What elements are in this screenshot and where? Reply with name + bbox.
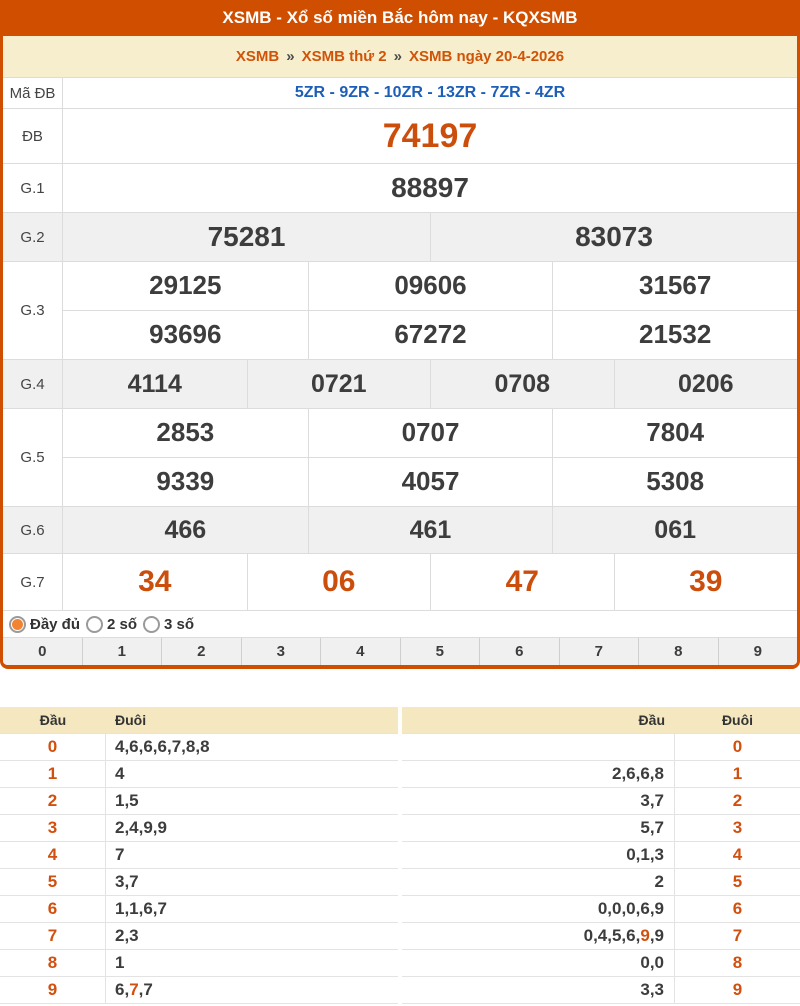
digit-cell-8: 8: [638, 638, 718, 665]
loto-left-row: [0, 869, 398, 896]
loto-head-values: [402, 896, 675, 922]
loto-tail-values: [106, 869, 398, 895]
prize-label-g1: G.1: [3, 164, 63, 212]
filter-option-2-digits[interactable]: [86, 616, 137, 633]
loto-value-segment: 2,4,9,9: [115, 818, 167, 837]
loto-head-digit: 7: [0, 923, 106, 949]
prize-g7-number: 39: [614, 554, 798, 610]
loto-right-row: [402, 977, 800, 1004]
loto-value-segment: 3,3: [640, 980, 664, 999]
loto-head-values: [402, 950, 675, 976]
filter-option-label: Đầy đủ: [30, 615, 81, 633]
loto-tail-digit: 7: [732, 926, 743, 945]
loto-tail-digit: 6: [732, 899, 743, 918]
prize-g3-number: 29125: [63, 262, 308, 311]
prize-label-g2: G.2: [3, 213, 63, 261]
loto-head-digit: 9: [0, 977, 106, 1003]
loto-head-digit: 3: [0, 815, 106, 841]
loto-tail-digit: 1: [732, 764, 743, 783]
prize-g3-number: 31567: [552, 262, 797, 311]
loto-value-segment: ,7: [138, 980, 153, 999]
prize-g2-number: 83073: [430, 213, 797, 261]
column-header-dau: Đầu: [638, 712, 665, 728]
page-title: XSMB - Xổ số miền Bắc hôm nay - KQXSMB: [0, 0, 800, 36]
loto-left-row: [0, 950, 398, 977]
loto-head-digit: 6: [0, 896, 106, 922]
loto-right-row: [402, 761, 800, 788]
prize-g4-number: 4114: [127, 369, 182, 398]
special-prize-code: 5ZR - 9ZR - 10ZR - 13ZR - 7ZR - 4ZR: [294, 84, 566, 101]
loto-head-digit: 1: [0, 761, 106, 787]
loto-right-row: [402, 950, 800, 977]
loto-head-digit: 2: [0, 788, 106, 814]
prize-db-number: 74197: [382, 116, 478, 155]
loto-head-values: [402, 923, 675, 949]
loto-tail-digit: 4: [732, 845, 743, 864]
breadcrumb-link-xsmb[interactable]: XSMB: [235, 48, 280, 65]
loto-right-row: [402, 815, 800, 842]
loto-right-row: [402, 896, 800, 923]
digit-cell-0: 0: [38, 643, 47, 660]
digit-cell-4: 4: [320, 638, 400, 665]
loto-tail-values: [106, 815, 398, 841]
loto-tail-values: [106, 761, 398, 787]
prize-g5-number: 7804: [552, 409, 797, 458]
loto-head-values: [402, 788, 675, 814]
loto-tail-values: [106, 977, 398, 1003]
loto-tail-digit: 2: [732, 791, 743, 810]
loto-tail-values: [106, 788, 398, 814]
prize-g2-number: 75281: [207, 221, 286, 252]
loto-value-segment: 0,1,3: [626, 845, 664, 864]
loto-value-segment: 1,1,6,7: [115, 899, 167, 918]
loto-value-segment: 4: [115, 764, 125, 783]
loto-tail-digit: 8: [732, 953, 743, 972]
loto-right-row: [402, 869, 800, 896]
loto-right-row: [402, 788, 800, 815]
column-header-dau: Đầu: [39, 712, 67, 728]
digit-cell-3: 3: [241, 638, 321, 665]
loto-head-digit: 0: [0, 734, 106, 760]
prize-g5-number: 0707: [308, 409, 553, 458]
loto-value-segment: 7: [115, 845, 125, 864]
prize-g4-number: 0708: [430, 360, 614, 408]
prize-g7-number: 06: [247, 554, 431, 610]
loto-head-digit: 8: [0, 950, 106, 976]
loto-value-segment: 2,6,6,8: [612, 764, 664, 783]
loto-tail-digit: 5: [732, 872, 743, 891]
loto-tail-digit: 0: [732, 737, 743, 756]
loto-head-values: [402, 869, 675, 895]
loto-left-row: [0, 923, 398, 950]
loto-right-header: [402, 707, 800, 734]
loto-value-segment: 1: [115, 953, 125, 972]
prize-row-g3: [3, 261, 797, 359]
loto-right-row: [402, 842, 800, 869]
prize-g4-number: 0206: [614, 360, 798, 408]
prize-label-g7: G.7: [3, 554, 63, 610]
prize-g1-number: 88897: [391, 172, 469, 203]
prize-g3-number: 93696: [149, 319, 222, 350]
filter-option-label: 3 số: [164, 615, 195, 633]
results-table: [0, 36, 800, 669]
loto-left-table: [0, 707, 398, 1004]
loto-value-segment: 2,3: [115, 926, 139, 945]
breadcrumb: [3, 36, 797, 77]
loto-right-row: [402, 923, 800, 950]
column-header-duoi: Đuôi: [721, 712, 754, 728]
breadcrumb-link-xsmb-thu-2[interactable]: XSMB thứ 2: [301, 48, 387, 65]
loto-left-row: [0, 788, 398, 815]
radio-unselected-icon: [143, 616, 160, 633]
prize-g3-number: 21532: [552, 311, 797, 360]
loto-value-segment: 0,0: [640, 953, 664, 972]
loto-value-segment: 1,5: [115, 791, 139, 810]
prize-label-g6: G.6: [3, 507, 63, 553]
prize-row-ma-db: [3, 77, 797, 108]
prize-g3-number: 67272: [308, 311, 553, 360]
loto-value-highlight: 7: [129, 980, 139, 999]
digit-cell-1: 1: [82, 638, 162, 665]
loto-statistics: [0, 707, 800, 1004]
prize-row-g5: [3, 408, 797, 506]
loto-tail-values: [106, 734, 398, 760]
loto-tail-values: [106, 923, 398, 949]
digit-cell-9: 9: [718, 638, 798, 665]
loto-left-row: [0, 977, 398, 1004]
loto-left-row: [0, 734, 398, 761]
loto-tail-values: [106, 896, 398, 922]
loto-tail-values: [106, 950, 398, 976]
prize-g3-number: 09606: [308, 262, 553, 311]
loto-value-segment: ,9: [649, 926, 664, 945]
loto-value-segment: 6,: [115, 980, 130, 999]
prize-row-g2: [3, 212, 797, 261]
prize-label-g5: G.5: [3, 409, 63, 506]
filter-option-3-digits[interactable]: [143, 616, 194, 633]
loto-value-segment: 2: [654, 872, 664, 891]
loto-value-segment: 5,7: [640, 818, 664, 837]
prize-label-g3: G.3: [3, 262, 63, 359]
breadcrumb-separator: »: [393, 48, 402, 65]
loto-head-values: [402, 842, 675, 868]
loto-left-header: [0, 707, 398, 734]
loto-head-values: [402, 977, 675, 1003]
prize-g5-number: 9339: [156, 466, 215, 497]
radio-selected-icon: [9, 616, 26, 633]
column-header-duoi: Đuôi: [115, 712, 147, 728]
loto-left-row: [0, 842, 398, 869]
prize-row-db: [3, 108, 797, 163]
loto-head-digit: 4: [0, 842, 106, 868]
prize-g7-number: 34: [138, 565, 172, 598]
prize-row-g1: [3, 163, 797, 212]
loto-left-row: [0, 896, 398, 923]
loto-value-segment: 0,0,0,6,9: [597, 899, 664, 918]
loto-left-row: [0, 815, 398, 842]
loto-value-segment: 3,7: [640, 791, 664, 810]
loto-value-segment: 0,4,5,6,: [583, 926, 641, 945]
prize-row-g6: [3, 506, 797, 553]
prize-g5-number: 4057: [308, 458, 553, 507]
digit-strip: [3, 637, 797, 665]
loto-value-segment: 3,7: [115, 872, 139, 891]
prize-row-g7: [3, 553, 797, 610]
loto-value-segment: 4,6,6,6,7,8,8: [115, 737, 210, 756]
radio-unselected-icon: [86, 616, 103, 633]
loto-value-highlight: 9: [640, 926, 650, 945]
loto-head-digit: 5: [0, 869, 106, 895]
loto-right-table: [402, 707, 800, 1004]
filter-option-full[interactable]: [9, 616, 80, 633]
prize-row-g4: [3, 359, 797, 408]
prize-g6-number: 061: [552, 507, 797, 553]
breadcrumb-link-xsmb-date[interactable]: XSMB ngày 20-4-2026: [409, 48, 565, 65]
prize-g5-number: 2853: [63, 409, 308, 458]
display-filter: [3, 610, 797, 637]
breadcrumb-separator: »: [286, 48, 295, 65]
prize-g7-number: 47: [430, 554, 614, 610]
loto-head-values: [402, 815, 675, 841]
loto-left-row: [0, 761, 398, 788]
prize-label-ma-db: Mã ĐB: [3, 78, 63, 108]
filter-option-label: 2 số: [107, 615, 138, 633]
loto-head-values: [402, 734, 675, 760]
digit-cell-7: 7: [559, 638, 639, 665]
loto-tail-values: [106, 842, 398, 868]
digit-cell-6: 6: [479, 638, 559, 665]
prize-label-db: ĐB: [3, 109, 63, 163]
prize-g6-number: 461: [308, 507, 553, 553]
digit-cell-2: 2: [161, 638, 241, 665]
prize-g4-number: 0721: [247, 360, 431, 408]
prize-label-g4: G.4: [3, 360, 63, 408]
loto-right-row: [402, 734, 800, 761]
loto-tail-digit: 9: [732, 980, 743, 999]
digit-cell-5: 5: [400, 638, 480, 665]
prize-g6-number: 466: [164, 515, 207, 544]
prize-g5-number: 5308: [552, 458, 797, 507]
loto-head-values: [402, 761, 675, 787]
loto-tail-digit: 3: [732, 818, 743, 837]
